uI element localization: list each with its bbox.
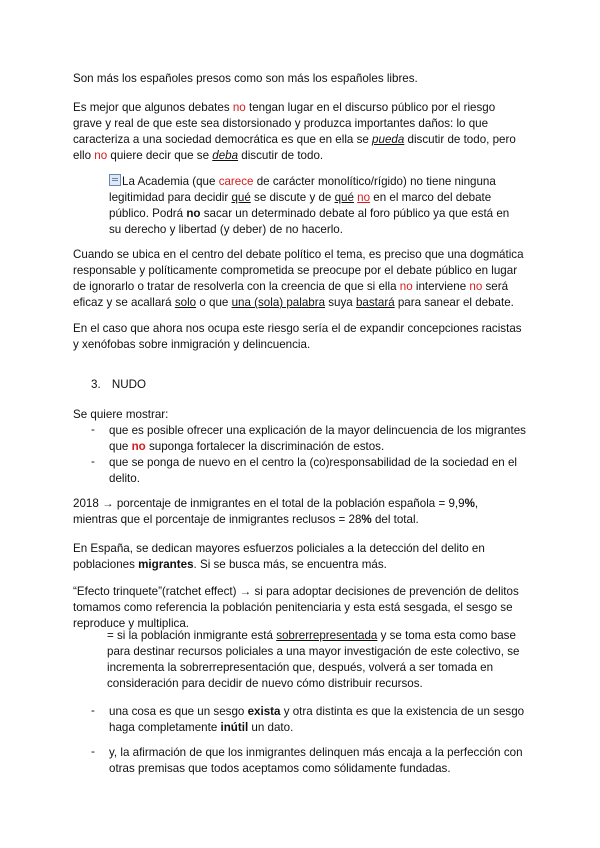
section-heading: [91, 378, 146, 391]
text: suya: [325, 296, 356, 309]
bold-migrantes: migrantes: [138, 558, 194, 571]
text: Cuando se ubica en el centro del debate político el tema, es preciso que una dogmática responsable y políticamente comprometida se preocupe por el debate público en lugar de ignorarlo o tratar de resolverla con la creencia de que si ella: [73, 248, 524, 293]
text: discutir de todo, pero ello: [73, 133, 516, 162]
underline-que: qué: [231, 191, 251, 204]
paragraph-ubica: [73, 247, 525, 311]
text: y otra distinta es que la existencia de un sesgo haga completamente: [109, 705, 525, 734]
bold-exista: exista: [247, 705, 281, 718]
bold-percent: %: [464, 497, 475, 510]
text: 2018 → porcentaje de inmigrantes en el total de la población española = 9,9: [73, 497, 465, 510]
text: o que: [196, 296, 232, 309]
emphasis-pueda: pueda: [372, 133, 405, 146]
paragraph-sobrerrepresentacion: [107, 628, 527, 692]
text: quiere decir que se: [107, 149, 213, 162]
paragraph-text: “Efecto trinquete”(ratchet effect) → si para adoptar decisiones de prevención de delitos tomamos como referencia la población penitenciaria y esta está sesgada, el sesgo se reproduce y multiplica.: [73, 585, 519, 630]
bold-percent: %: [361, 513, 372, 526]
list-item: [91, 423, 531, 455]
emphasis-deba: deba: [212, 149, 239, 162]
highlight-no: no: [399, 280, 413, 293]
paragraph-riesgo: [73, 321, 525, 353]
list-item-text: que se ponga de nuevo en el centro la (co)responsabilidad de la sociedad en el delito.: [109, 456, 518, 485]
text: En España, se dedican mayores esfuerzos policiales a la detección del delito en poblaciones: [73, 542, 485, 571]
underline-bastara: bastará: [355, 296, 395, 309]
paragraph-text: Son más los españoles presos como son más los españoles libres.: [73, 72, 418, 85]
comment-icon: [109, 174, 121, 186]
underline-sobrerrepresentada: sobrerrepresentada: [276, 629, 378, 642]
text: , mientras que el porcentaje de inmigrantes reclusos = 28: [73, 497, 479, 526]
text: La Academia (que: [122, 175, 219, 188]
text: un dato.: [248, 721, 294, 734]
paragraph-intro: [73, 71, 525, 87]
paragraph-text: En el caso que ahora nos ocupa este riesgo sería el de expandir concepciones racistas y xenófobas sobre inmigración y delincuencia.: [73, 322, 522, 351]
text: será eficaz y se acallará: [73, 280, 509, 309]
text: suponga fortalecer la discriminación de estos.: [145, 440, 385, 453]
bold-no: no: [186, 207, 201, 220]
list-item: [91, 704, 531, 736]
list-item: [91, 745, 531, 777]
text: interviene: [412, 280, 470, 293]
highlight-carece: carece: [218, 175, 254, 188]
paragraph-debates: [73, 100, 525, 164]
underline-solo: solo: [174, 296, 197, 309]
section-title: NUDO: [111, 378, 147, 391]
text: para sanear el debate.: [394, 296, 514, 309]
text: tengan lugar en el discurso público por el riesgo grave y real de que este sea distorsionado y produzca importantes daños: lo que caracteriza a una sociedad democrática es que en ella se: [73, 101, 496, 146]
text: discutir de todo.: [238, 149, 324, 162]
highlight-no: no: [131, 440, 146, 453]
underline-que: qué: [334, 191, 354, 204]
paragraph-trinquete: [73, 584, 525, 632]
list-item: [91, 455, 531, 487]
text: de carácter monolítico/rígido) no tiene ninguna legitimidad para decidir: [109, 175, 496, 204]
underline-palabra: una (sola) palabra: [231, 296, 326, 309]
bullet-dash: -: [91, 423, 95, 436]
text: y se toma esta como base para destinar recursos policiales a una mayor investigación de este colectivo, se incrementa la sobrerrepresentación que, después, volverá a ser tomada en consideración para decidir de nuevo cómo distribuir recursos.: [107, 629, 520, 690]
list-item-text: y, la afirmación de que los inmigrantes delinquen más encaja a la perfección con otras premisas que todos aceptamos como sólidamente fundadas.: [109, 746, 523, 775]
bullet-dash: -: [91, 704, 95, 717]
text: que es posible ofrecer una explicación de la mayor delincuencia de los migrantes que: [109, 424, 526, 453]
text: Es mejor que algunos debates: [73, 101, 233, 114]
paragraph-text: Se quiere mostrar:: [73, 408, 169, 421]
quote-block: [109, 174, 519, 238]
text: en el marco del debate público. Podrá: [109, 191, 492, 220]
paragraph-espana: [73, 541, 525, 573]
section-number: 3.: [91, 378, 101, 391]
highlight-no: no: [232, 101, 246, 114]
text: se discute y de: [250, 191, 335, 204]
bullet-dash: -: [91, 745, 95, 758]
bold-inutil: inútil: [220, 721, 249, 734]
paragraph-2018: [73, 496, 525, 528]
text: = si la población inmigrante está: [107, 629, 277, 642]
highlight-no: no: [469, 280, 483, 293]
bullet-dash: -: [91, 455, 95, 468]
text: una cosa es que un sesgo: [109, 705, 248, 718]
highlight-no: no: [94, 149, 108, 162]
text: del total.: [371, 513, 419, 526]
text: . Si se busca más, se encuentra más.: [193, 558, 387, 571]
paragraph-mostrar: [73, 407, 525, 423]
highlight-no: no: [357, 191, 371, 204]
text: sacar un determinado debate al foro público ya que está en su derecho y libertad (y deber) de no hacerlo.: [109, 207, 510, 236]
